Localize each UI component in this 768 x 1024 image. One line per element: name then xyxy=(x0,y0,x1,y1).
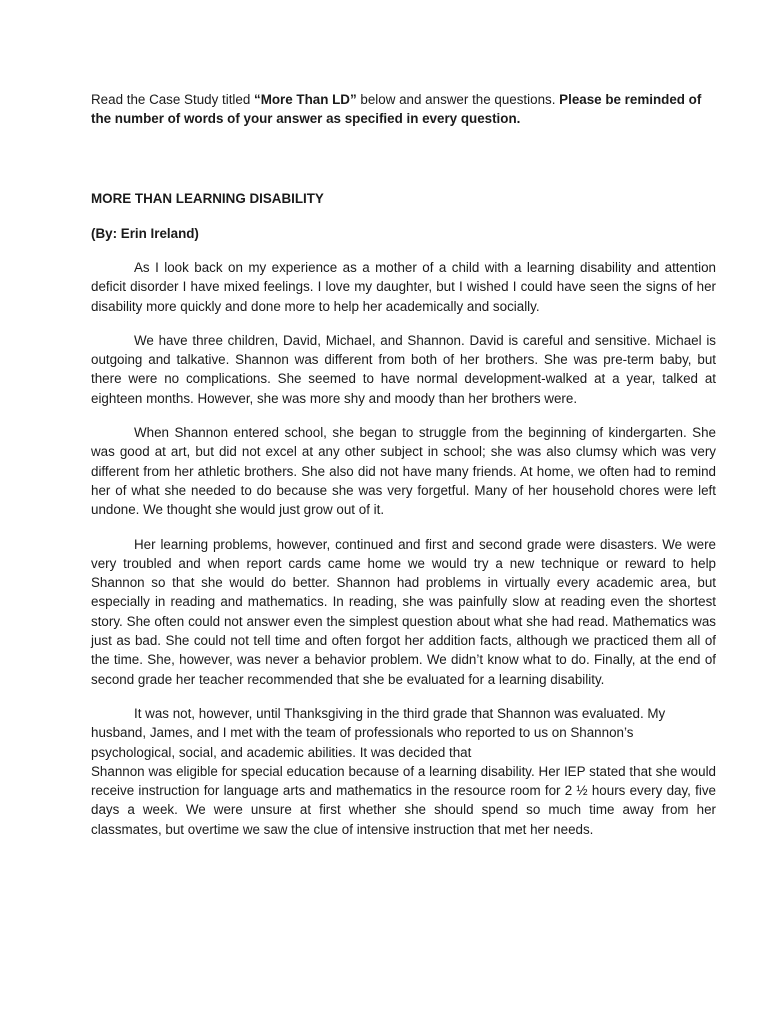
word-count-reminder: Please be reminded of the number of words of your answer as specified in every question. xyxy=(91,92,702,126)
paragraph-1: As I look back on my experience as a mother of a child with a learning disability and attention deficit disorder I have mixed feelings. I love my daughter, but I wished I could have seen the signs of her disability more quickly and done more to help her academically and socially. xyxy=(91,260,716,314)
paragraph-6: Shannon was eligible for special education because of a learning disability. Her IEP stated that she would receive instruction for language arts and mathematics in the resource room for 2 ½ hours every day, five days a week. We were unsure at first whether she should spend so much time away from her classmates, but overtime we saw the clue of intensive instruction that met her needs. xyxy=(91,763,716,837)
paragraph-5: It was not, however, until Thanksgiving in the third grade that Shannon was evaluated. My husband, James, and I met with the team of professionals who reported to us on Shannon’s psychological, social, and academic abilities. It was decided that xyxy=(91,705,666,760)
paragraph-2: We have three children, David, Michael, and Shannon. David is careful and sensitive. Michael is outgoing and talkative. Shannon was different from both of her brothers. She was pre-term baby, but there were no complications. She seemed to have normal development-walked at a year, talked at eighteen months. However, she was more shy and moody than her brothers were. xyxy=(91,332,716,406)
instructions xyxy=(91,90,716,128)
instructions-middle: below and answer the questions. xyxy=(356,92,560,107)
paragraph-3: When Shannon entered school, she began to struggle from the beginning of kindergarten. She was good at art, but did not excel at any other subject in school; she was also clumsy which was very different from her athletic brothers. She also did not have many friends. At home, we often had to remind her of what she needed to do because she was very forgetful. Many of her household chores were left undone. We thought she would just grow out of it. xyxy=(91,425,716,518)
document-page xyxy=(91,90,716,839)
instructions-prefix: Read the Case Study titled xyxy=(91,92,255,107)
article-heading: MORE THAN LEARNING DISABILITY xyxy=(91,191,324,206)
article-byline: (By: Erin Ireland) xyxy=(91,226,199,241)
case-study-title: “More Than LD” xyxy=(254,92,357,107)
paragraph-4: Her learning problems, however, continued and first and second grade were disasters. We were very troubled and when report cards came home we would try a new technique or reward to help Shannon so that she would do better. Shannon had problems in virtually every academic area, but especially in reading and mathematics. In reading, she was painfully slow at reading even the shortest story. She often could not answer even the simplest question about what she had read. Mathematics was just as bad. She could not tell time and often forgot her addition facts, although we practiced them all of the time. She, however, was never a behavior problem. We didn’t know what to do. Finally, at the end of second grade her teacher recommended that she be evaluated for a learning disability. xyxy=(91,536,716,687)
